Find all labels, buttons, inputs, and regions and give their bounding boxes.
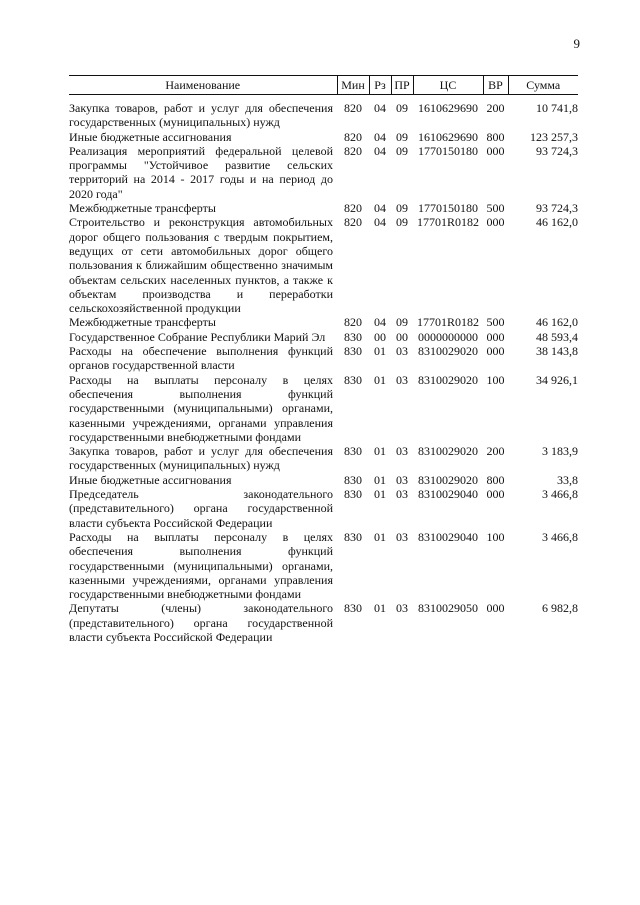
cell-pr: 03 (396, 344, 408, 359)
cell-min: 830 (344, 601, 362, 616)
cell-rz: 01 (374, 487, 386, 502)
cell-name: Закупка товаров, работ и услуг для обеспечения государственных (муниципальных) нужд (69, 444, 333, 473)
cell-vr: 000 (486, 329, 505, 344)
cell-rz: 01 (374, 529, 386, 544)
cell-sum: 93 724,3 (536, 143, 578, 158)
cell-min: 830 (344, 344, 362, 359)
table-row (69, 144, 578, 201)
cell-rz: 04 (374, 215, 386, 230)
header-name: Наименование (69, 76, 337, 95)
cell-cs: 8310029020 (418, 344, 478, 359)
cell-sum: 34 926,1 (536, 372, 578, 387)
cell-name: Реализация мероприятий федеральной целевой программы "Устойчивое развитие сельских территорий на 2014 - 2017 годы и на период до 2020 года" (69, 143, 333, 201)
cell-pr: 09 (396, 143, 408, 158)
cell-vr: 100 (486, 372, 505, 387)
cell-rz: 01 (374, 344, 386, 359)
cell-sum: 48 593,4 (536, 329, 578, 344)
cell-vr: 500 (486, 315, 505, 330)
cell-min: 830 (344, 472, 362, 487)
cell-sum: 10 741,8 (536, 101, 578, 115)
cell-sum: 123 257,3 (530, 129, 578, 144)
cell-cs: 17701R0182 (416, 215, 479, 230)
cell-name: Депутаты (члены) законодательного (представительного) органа государственной власти субъекта Российской Федерации (69, 601, 333, 644)
budget-table (69, 75, 578, 644)
cell-sum: 3 183,9 (542, 444, 578, 459)
cell-sum: 3 466,8 (542, 529, 578, 544)
cell-name: Строительство и реконструкция автомобильных дорог общего пользования с твердым покрытием, ведущих от сети автомобильных дорог общего пользования к ближайшим общественно значимым объектам сельских населенных пунктов, а также к объектам производства и переработки сельскохозяйственной продукции (69, 215, 333, 316)
table-row (69, 373, 578, 444)
cell-name: Председатель законодательного (представительного) органа государственной власти субъекта Российской Федерации (69, 487, 333, 530)
cell-name: Иные бюджетные ассигнования (69, 472, 232, 487)
cell-min: 820 (344, 143, 362, 158)
header-sum: Сумма (508, 76, 578, 95)
page-number: 9 (573, 36, 580, 51)
cell-pr: 03 (396, 444, 408, 459)
cell-pr: 03 (396, 487, 408, 502)
cell-min: 820 (344, 215, 362, 230)
cell-vr: 800 (486, 472, 505, 487)
cell-name: Расходы на выплаты персоналу в целях обеспечения выполнения функций государственными (муниципальными) органами, казенными учреждениями, органами управления государственными внебюджетными фондами (69, 372, 333, 444)
table-row (69, 530, 578, 601)
cell-rz: 01 (374, 601, 386, 616)
cell-pr: 03 (396, 472, 408, 487)
cell-cs: 8310029050 (418, 601, 478, 616)
cell-pr: 03 (396, 601, 408, 616)
cell-sum: 33,8 (557, 472, 578, 487)
cell-vr: 000 (486, 215, 505, 230)
cell-cs: 0000000000 (418, 329, 478, 344)
header-rz: Рз (369, 76, 391, 95)
cell-name: Государственное Собрание Республики Марий Эл (69, 329, 326, 344)
cell-min: 820 (344, 315, 362, 330)
table-row (69, 201, 578, 215)
cell-min: 820 (344, 101, 362, 115)
cell-name: Межбюджетные трансферты (69, 201, 216, 216)
cell-min: 830 (344, 372, 362, 387)
cell-min: 820 (344, 129, 362, 144)
cell-cs: 1610629690 (418, 129, 478, 144)
cell-sum: 3 466,8 (542, 487, 578, 502)
cell-vr: 000 (486, 601, 505, 616)
cell-cs: 17701R0182 (416, 315, 479, 330)
cell-name: Закупка товаров, работ и услуг для обеспечения государственных (муниципальных) нужд (69, 101, 333, 130)
cell-vr: 100 (486, 529, 505, 544)
cell-vr: 000 (486, 344, 505, 359)
table-row (69, 95, 578, 130)
cell-rz: 04 (374, 129, 386, 144)
cell-min: 830 (344, 329, 362, 344)
cell-vr: 800 (486, 129, 505, 144)
table-header-row (69, 76, 578, 95)
cell-min: 830 (344, 487, 362, 502)
header-pr: ПР (391, 76, 413, 95)
table-row (69, 330, 578, 344)
cell-rz: 04 (374, 201, 386, 216)
cell-pr: 09 (396, 215, 408, 230)
cell-pr: 09 (396, 129, 408, 144)
cell-min: 820 (344, 201, 362, 216)
cell-sum: 38 143,8 (536, 344, 578, 359)
cell-pr: 03 (396, 372, 408, 387)
cell-vr: 500 (486, 201, 505, 216)
cell-vr: 200 (486, 444, 505, 459)
cell-sum: 46 162,0 (536, 215, 578, 230)
cell-vr: 000 (486, 487, 505, 502)
cell-cs: 8310029020 (418, 372, 478, 387)
cell-rz: 04 (374, 143, 386, 158)
cell-rz: 01 (374, 372, 386, 387)
cell-name: Межбюджетные трансферты (69, 315, 216, 330)
cell-sum: 46 162,0 (536, 315, 578, 330)
table-row (69, 473, 578, 487)
cell-cs: 1770150180 (418, 143, 478, 158)
cell-sum: 93 724,3 (536, 201, 578, 216)
header-cs: ЦС (413, 76, 483, 95)
table-row (69, 344, 578, 373)
cell-cs: 8310029020 (418, 472, 478, 487)
cell-rz: 00 (374, 329, 386, 344)
header-vr: ВР (483, 76, 508, 95)
cell-pr: 09 (396, 101, 408, 115)
table-row (69, 601, 578, 644)
cell-pr: 03 (396, 529, 408, 544)
cell-name: Расходы на выплаты персоналу в целях обеспечения выполнения функций государственными (муниципальными) органами, казенными учреждениями, органами управления государственными внебюджетными фондами (69, 529, 333, 602)
cell-cs: 1610629690 (418, 101, 478, 115)
cell-vr: 200 (486, 101, 505, 115)
cell-vr: 000 (486, 143, 505, 158)
cell-pr: 09 (396, 315, 408, 330)
cell-rz: 04 (374, 101, 386, 115)
cell-rz: 04 (374, 315, 386, 330)
cell-cs: 8310029020 (418, 444, 478, 459)
table-row (69, 130, 578, 144)
table-row (69, 487, 578, 530)
table-row (69, 315, 578, 329)
cell-min: 830 (344, 529, 362, 544)
cell-name: Расходы на обеспечение выполнения функций органов государственной власти (69, 344, 333, 373)
cell-sum: 6 982,8 (542, 601, 578, 616)
cell-cs: 1770150180 (418, 201, 478, 216)
cell-pr: 09 (396, 201, 408, 216)
header-min: Мин (337, 76, 369, 95)
cell-min: 830 (344, 444, 362, 459)
cell-rz: 01 (374, 444, 386, 459)
table-row (69, 444, 578, 473)
table-row (69, 215, 578, 315)
cell-name: Иные бюджетные ассигнования (69, 129, 232, 144)
cell-cs: 8310029040 (418, 529, 478, 544)
cell-pr: 00 (396, 329, 408, 344)
cell-cs: 8310029040 (418, 487, 478, 502)
cell-rz: 01 (374, 472, 386, 487)
table-body (69, 95, 578, 645)
